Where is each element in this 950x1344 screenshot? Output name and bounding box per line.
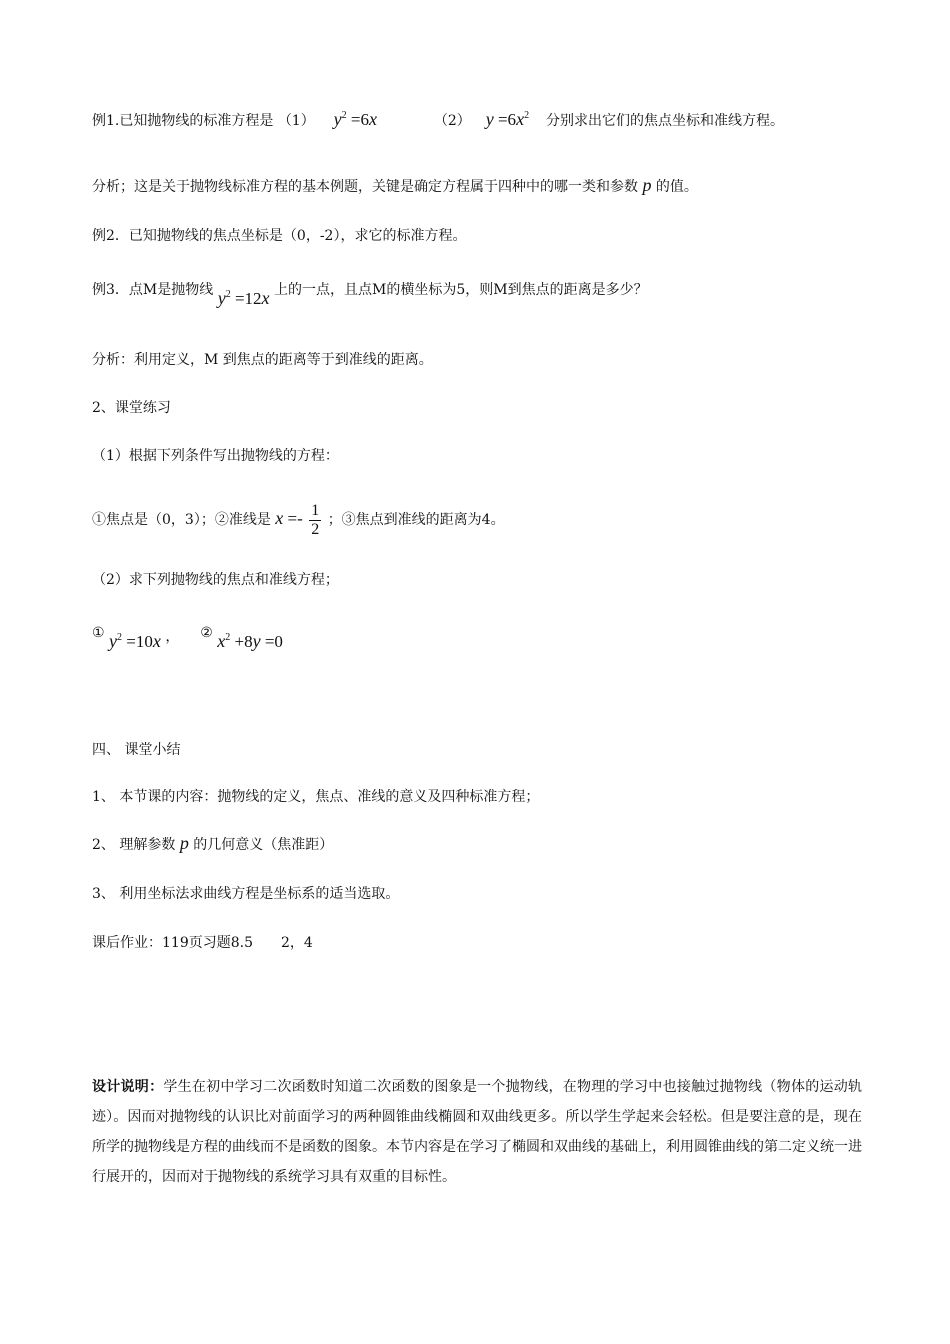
analysis-1	[92, 175, 870, 197]
parameter-p: p	[642, 175, 652, 195]
analysis-3: 分析：利用定义，M 到焦点的距离等于到准线的距离。	[92, 352, 433, 368]
analysis-1-text-end: 的值。	[655, 179, 698, 195]
circle-number-1: ①	[92, 625, 105, 641]
example-1-equation-1: $y^2 =6x$	[333, 109, 377, 129]
practice-question-1-items: ①焦点是（0，3）；②准线是 x =- $\frac{1}{2}$ ；③焦点到准线的距离为4。	[92, 501, 505, 538]
practice-q1-items-start: ①焦点是（0，3）；②准线是	[92, 512, 271, 528]
example-1-prefix: 例1.已知抛物线的标准方程是	[92, 113, 278, 129]
summary-item-1: 1、 本节课的内容：抛物线的定义，焦点、准线的意义及四种标准方程；	[92, 789, 540, 805]
separator: ，	[165, 629, 180, 645]
example-2: 例2．已知抛物线的焦点坐标是（0，-2），求它的标准方程。	[92, 228, 467, 244]
design-note-label: 设计说明	[92, 1079, 150, 1095]
summary-item-2	[92, 833, 870, 855]
example-1-part1-label: （1）	[277, 113, 315, 129]
design-note-text: 学生在初中学习二次函数时知道二次函数的图象是一个抛物线，在物理的学习中也接触过抛物线（物体的运动轨迹）。因而对抛物线的认识比对前面学习的两种圆锥曲线椭圆和双曲线更多。所以学生学起来会轻松。但是要注意的是，现在所学的抛物线是方程的曲线而不是函数的图象。本节内容是在学习了椭圆和双曲线的基础上，利用圆锥曲线的第二定义统一进行展开的，因而对于抛物线的系统学习具有双重的目标性。	[92, 1079, 863, 1185]
practice-question-2: （2）求下列抛物线的焦点和准线方程；	[92, 572, 339, 588]
example-1-part2-label: （2）	[433, 113, 471, 129]
summary-item-3: 3、 利用坐标法求曲线方程是坐标系的适当选取。	[92, 886, 400, 902]
example-3-suffix: 上的一点，且点M的横坐标为5，则M到焦点的距离是多少？	[274, 282, 648, 298]
practice-question-2-equations	[92, 622, 870, 652]
summary-item-2-start: 2、 理解参数	[92, 837, 176, 853]
summary-heading: 四、 课堂小结	[92, 742, 181, 758]
design-note: 设计说明：学生在初中学习二次函数时知道二次函数的图象是一个抛物线，在物理的学习中也接触过抛物线（物体的运动轨迹）。因而对抛物线的认识比对前面学习的两种圆锥曲线椭圆和双曲线更多。所以学生学起来会轻松。但是要注意的是，现在所学的抛物线是方程的曲线而不是函数的图象。本节内容是在学习了椭圆和双曲线的基础上，利用圆锥曲线的第二定义统一进行展开的，因而对于抛物线的系统学习具有双重的目标性。	[92, 1079, 863, 1185]
example-3-prefix: 例3．点M是抛物线	[92, 282, 214, 298]
example-1	[92, 106, 870, 131]
summary-item-2-end: 的几何意义（焦准距）	[193, 837, 334, 853]
practice-heading: 2、课堂练习	[92, 400, 171, 416]
example-1-suffix: 分别求出它们的焦点坐标和准线方程。	[545, 113, 784, 129]
equation-1: $y^2 =10x$	[109, 631, 161, 651]
parameter-p: p	[179, 833, 189, 853]
example-3-equation: $y^2 =12x$	[217, 288, 270, 308]
practice-question-1: （1）根据下列条件写出抛物线的方程：	[92, 448, 339, 464]
analysis-1-text: 分析；这是关于抛物线标准方程的基本例题，关键是确定方程属于四种中的哪一类和参数	[92, 179, 638, 195]
practice-q1-items-end: ；③焦点到准线的距离为4。	[327, 512, 505, 528]
fraction-one-half: $\frac{1}{2}$	[311, 501, 320, 538]
circle-number-2: ②	[200, 625, 213, 641]
homework: 课后作业：119页习题8.5 2，4	[92, 935, 313, 951]
example-1-equation-2: $y =6x^2$	[485, 109, 530, 129]
example-3	[92, 275, 870, 309]
equation-2: $x^2 +8y =0$	[217, 631, 283, 651]
